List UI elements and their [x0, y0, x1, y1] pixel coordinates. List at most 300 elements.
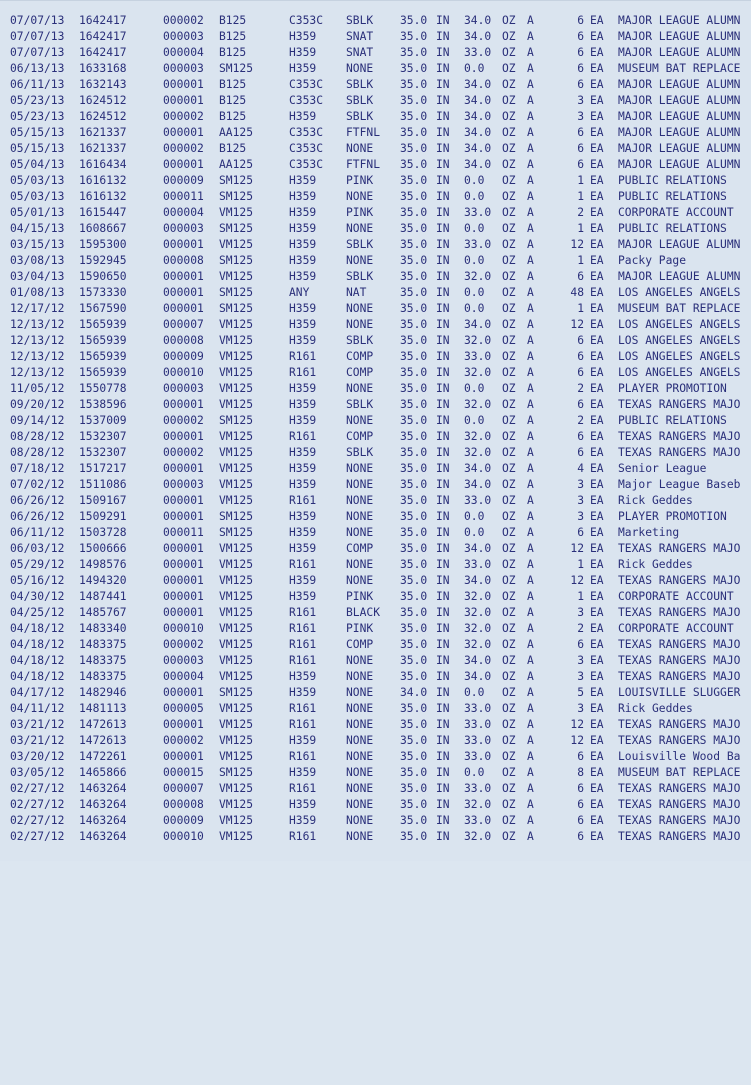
order-date: 09/14/12: [10, 414, 65, 427]
list-item[interactable]: [0, 333, 751, 349]
quantity: 6: [577, 430, 584, 443]
list-item[interactable]: [0, 653, 751, 669]
list-item[interactable]: [0, 493, 751, 509]
unit-of-measure: EA: [590, 46, 604, 59]
order-number: 1517217: [79, 462, 127, 475]
finish-code: SNAT: [346, 30, 374, 43]
type-code: A: [527, 30, 534, 43]
length-unit: IN: [436, 334, 450, 347]
finish-code: PINK: [346, 590, 374, 603]
order-date: 05/15/13: [10, 126, 65, 139]
order-date: 07/07/13: [10, 30, 65, 43]
list-item[interactable]: [0, 829, 751, 845]
finish-code: NONE: [346, 494, 374, 507]
weight-unit: OZ: [502, 30, 516, 43]
unit-of-measure: EA: [590, 158, 604, 171]
finish-code: COMP: [346, 350, 374, 363]
list-item[interactable]: [0, 413, 751, 429]
bat-model: AA125: [219, 158, 254, 171]
line-number: 000004: [163, 670, 204, 683]
order-number: 1509167: [79, 494, 127, 507]
length-unit: IN: [436, 238, 450, 251]
weight-unit: OZ: [502, 798, 516, 811]
order-date: 05/01/13: [10, 206, 65, 219]
order-date: 04/17/12: [10, 686, 65, 699]
length-unit: IN: [436, 430, 450, 443]
line-number: 000003: [163, 382, 204, 395]
type-code: A: [527, 206, 534, 219]
unit-of-measure: EA: [590, 174, 604, 187]
line-number: 000001: [163, 286, 204, 299]
weight-unit: OZ: [502, 782, 516, 795]
quantity: 6: [577, 142, 584, 155]
weight-unit: OZ: [502, 686, 516, 699]
type-code: A: [527, 590, 534, 603]
bat-model: VM125: [219, 446, 254, 459]
finish-code: SBLK: [346, 94, 374, 107]
order-number: 1482946: [79, 686, 127, 699]
weight-value: 33.0: [464, 558, 492, 571]
weight-unit: OZ: [502, 830, 516, 843]
unit-of-measure: EA: [590, 494, 604, 507]
length-value: 35.0: [400, 702, 428, 715]
list-item[interactable]: [0, 589, 751, 605]
weight-value: 32.0: [464, 430, 492, 443]
length-value: 35.0: [400, 126, 428, 139]
customer-name: MAJOR LEAGUE ALUMN: [618, 94, 741, 107]
customer-name: TEXAS RANGERS MAJO: [618, 542, 741, 555]
finish-code: NONE: [346, 654, 374, 667]
wood-code: C353C: [289, 14, 324, 27]
type-code: A: [527, 654, 534, 667]
type-code: A: [527, 670, 534, 683]
list-item[interactable]: [0, 733, 751, 749]
length-unit: IN: [436, 782, 450, 795]
customer-name: Major League Baseb: [618, 478, 741, 491]
order-date: 03/15/13: [10, 238, 65, 251]
order-number: 1481113: [79, 702, 127, 715]
line-number: 000001: [163, 94, 204, 107]
order-number: 1608667: [79, 222, 127, 235]
order-number: 1483375: [79, 670, 127, 683]
bat-model: B125: [219, 110, 247, 123]
weight-unit: OZ: [502, 110, 516, 123]
quantity: 1: [577, 190, 584, 203]
wood-code: R161: [289, 606, 317, 619]
order-number: 1532307: [79, 446, 127, 459]
finish-code: SNAT: [346, 46, 374, 59]
type-code: A: [527, 750, 534, 763]
length-unit: IN: [436, 606, 450, 619]
length-value: 35.0: [400, 734, 428, 747]
line-number: 000008: [163, 798, 204, 811]
weight-value: 0.0: [464, 254, 485, 267]
weight-unit: OZ: [502, 446, 516, 459]
weight-value: 32.0: [464, 830, 492, 843]
type-code: A: [527, 318, 534, 331]
quantity: 6: [577, 158, 584, 171]
list-item[interactable]: [0, 237, 751, 253]
quantity: 6: [577, 526, 584, 539]
list-item[interactable]: [0, 461, 751, 477]
customer-name: MAJOR LEAGUE ALUMN: [618, 14, 741, 27]
length-unit: IN: [436, 206, 450, 219]
quantity: 2: [577, 206, 584, 219]
order-date: 08/28/12: [10, 430, 65, 443]
type-code: A: [527, 350, 534, 363]
bat-model: SM125: [219, 414, 254, 427]
finish-code: NONE: [346, 750, 374, 763]
weight-value: 33.0: [464, 718, 492, 731]
weight-value: 32.0: [464, 398, 492, 411]
weight-unit: OZ: [502, 94, 516, 107]
order-date: 12/13/12: [10, 366, 65, 379]
finish-code: NONE: [346, 718, 374, 731]
bat-model: VM125: [219, 798, 254, 811]
list-item[interactable]: [0, 685, 751, 701]
weight-value: 33.0: [464, 46, 492, 59]
length-value: 35.0: [400, 814, 428, 827]
length-value: 35.0: [400, 62, 428, 75]
order-number: 1498576: [79, 558, 127, 571]
wood-code: C353C: [289, 94, 324, 107]
bat-model: VM125: [219, 590, 254, 603]
unit-of-measure: EA: [590, 270, 604, 283]
line-number: 000001: [163, 558, 204, 571]
quantity: 3: [577, 702, 584, 715]
order-date: 05/03/13: [10, 190, 65, 203]
weight-unit: OZ: [502, 718, 516, 731]
finish-code: NONE: [346, 574, 374, 587]
bat-model: VM125: [219, 750, 254, 763]
bat-model: B125: [219, 30, 247, 43]
list-item[interactable]: [0, 813, 751, 829]
finish-code: NONE: [346, 814, 374, 827]
unit-of-measure: EA: [590, 382, 604, 395]
list-item[interactable]: [0, 429, 751, 445]
weight-unit: OZ: [502, 302, 516, 315]
list-item[interactable]: [0, 541, 751, 557]
bat-model: B125: [219, 46, 247, 59]
quantity: 4: [577, 462, 584, 475]
order-date: 12/13/12: [10, 350, 65, 363]
type-code: A: [527, 798, 534, 811]
customer-name: MUSEUM BAT REPLACE: [618, 62, 741, 75]
customer-name: MAJOR LEAGUE ALUMN: [618, 46, 741, 59]
order-date: 02/27/12: [10, 830, 65, 843]
list-item[interactable]: [0, 45, 751, 61]
wood-code: R161: [289, 622, 317, 635]
customer-name: TEXAS RANGERS MAJO: [618, 654, 741, 667]
customer-name: Rick Geddes: [618, 558, 693, 571]
list-item[interactable]: [0, 765, 751, 781]
line-number: 000003: [163, 478, 204, 491]
weight-unit: OZ: [502, 670, 516, 683]
weight-unit: OZ: [502, 142, 516, 155]
list-item[interactable]: [0, 269, 751, 285]
quantity: 3: [577, 670, 584, 683]
length-unit: IN: [436, 670, 450, 683]
order-number: 1465866: [79, 766, 127, 779]
weight-unit: OZ: [502, 254, 516, 267]
list-item[interactable]: [0, 109, 751, 125]
type-code: A: [527, 142, 534, 155]
quantity: 8: [577, 766, 584, 779]
weight-unit: OZ: [502, 318, 516, 331]
list-item[interactable]: [0, 701, 751, 717]
length-unit: IN: [436, 462, 450, 475]
list-item[interactable]: [0, 205, 751, 221]
quantity: 48: [570, 286, 584, 299]
weight-unit: OZ: [502, 734, 516, 747]
customer-name: CORPORATE ACCOUNT: [618, 206, 734, 219]
type-code: A: [527, 78, 534, 91]
list-item[interactable]: [0, 445, 751, 461]
quantity: 1: [577, 302, 584, 315]
type-code: A: [527, 126, 534, 139]
quantity: 12: [570, 238, 584, 251]
quantity: 12: [570, 718, 584, 731]
unit-of-measure: EA: [590, 750, 604, 763]
type-code: A: [527, 286, 534, 299]
order-date: 09/20/12: [10, 398, 65, 411]
weight-value: 0.0: [464, 382, 485, 395]
weight-unit: OZ: [502, 14, 516, 27]
order-date: 07/18/12: [10, 462, 65, 475]
bat-model: B125: [219, 94, 247, 107]
list-item[interactable]: [0, 317, 751, 333]
weight-value: 34.0: [464, 110, 492, 123]
finish-code: NONE: [346, 558, 374, 571]
length-unit: IN: [436, 46, 450, 59]
weight-value: 34.0: [464, 670, 492, 683]
order-number: 1565939: [79, 350, 127, 363]
order-date: 06/26/12: [10, 510, 65, 523]
unit-of-measure: EA: [590, 622, 604, 635]
length-value: 35.0: [400, 270, 428, 283]
list-item[interactable]: [0, 221, 751, 237]
order-number: 1616434: [79, 158, 127, 171]
finish-code: NONE: [346, 478, 374, 491]
order-date: 05/29/12: [10, 558, 65, 571]
weight-value: 0.0: [464, 766, 485, 779]
finish-code: SBLK: [346, 238, 374, 251]
unit-of-measure: EA: [590, 814, 604, 827]
list-item[interactable]: [0, 605, 751, 621]
list-item[interactable]: [0, 141, 751, 157]
list-item[interactable]: [0, 557, 751, 573]
bat-model: VM125: [219, 654, 254, 667]
order-date: 04/18/12: [10, 622, 65, 635]
weight-value: 34.0: [464, 126, 492, 139]
line-number: 000008: [163, 254, 204, 267]
order-date: 04/18/12: [10, 670, 65, 683]
list-item[interactable]: [0, 781, 751, 797]
list-item[interactable]: [0, 365, 751, 381]
length-unit: IN: [436, 366, 450, 379]
list-item[interactable]: [0, 61, 751, 77]
weight-value: 34.0: [464, 478, 492, 491]
customer-name: PLAYER PROMOTION: [618, 382, 727, 395]
line-number: 000001: [163, 590, 204, 603]
quantity: 6: [577, 750, 584, 763]
order-date: 02/27/12: [10, 782, 65, 795]
bat-model: VM125: [219, 558, 254, 571]
wood-code: R161: [289, 430, 317, 443]
length-value: 35.0: [400, 78, 428, 91]
weight-unit: OZ: [502, 350, 516, 363]
list-item[interactable]: [0, 13, 751, 29]
unit-of-measure: EA: [590, 350, 604, 363]
list-item[interactable]: [0, 797, 751, 813]
list-item[interactable]: [0, 157, 751, 173]
customer-name: MAJOR LEAGUE ALUMN: [618, 158, 741, 171]
list-item[interactable]: [0, 93, 751, 109]
order-date: 07/07/13: [10, 46, 65, 59]
weight-value: 34.0: [464, 94, 492, 107]
list-item[interactable]: [0, 573, 751, 589]
length-unit: IN: [436, 302, 450, 315]
bat-model: SM125: [219, 302, 254, 315]
list-item[interactable]: [0, 381, 751, 397]
order-number: 1642417: [79, 46, 127, 59]
list-item[interactable]: [0, 301, 751, 317]
type-code: A: [527, 366, 534, 379]
customer-name: PUBLIC RELATIONS: [618, 190, 727, 203]
list-item[interactable]: [0, 253, 751, 269]
bat-model: SM125: [219, 686, 254, 699]
length-value: 35.0: [400, 302, 428, 315]
wood-code: R161: [289, 638, 317, 651]
length-value: 35.0: [400, 366, 428, 379]
unit-of-measure: EA: [590, 206, 604, 219]
length-unit: IN: [436, 590, 450, 603]
quantity: 6: [577, 126, 584, 139]
order-number: 1463264: [79, 798, 127, 811]
unit-of-measure: EA: [590, 638, 604, 651]
weight-unit: OZ: [502, 78, 516, 91]
finish-code: FTFNL: [346, 126, 381, 139]
wood-code: H359: [289, 574, 317, 587]
customer-name: Rick Geddes: [618, 494, 693, 507]
list-item[interactable]: [0, 717, 751, 733]
customer-name: LOS ANGELES ANGELS: [618, 334, 741, 347]
unit-of-measure: EA: [590, 574, 604, 587]
list-item[interactable]: [0, 77, 751, 93]
order-number: 1633168: [79, 62, 127, 75]
quantity: 3: [577, 606, 584, 619]
order-date: 05/23/13: [10, 94, 65, 107]
weight-unit: OZ: [502, 622, 516, 635]
order-date: 03/21/12: [10, 734, 65, 747]
weight-value: 33.0: [464, 350, 492, 363]
length-unit: IN: [436, 174, 450, 187]
quantity: 1: [577, 254, 584, 267]
list-item[interactable]: [0, 349, 751, 365]
customer-name: TEXAS RANGERS MAJO: [618, 670, 741, 683]
list-item[interactable]: [0, 669, 751, 685]
list-item[interactable]: [0, 525, 751, 541]
finish-code: NONE: [346, 702, 374, 715]
list-item[interactable]: [0, 29, 751, 45]
customer-name: LOS ANGELES ANGELS: [618, 366, 741, 379]
unit-of-measure: EA: [590, 414, 604, 427]
weight-unit: OZ: [502, 654, 516, 667]
quantity: 3: [577, 94, 584, 107]
order-number: 1509291: [79, 510, 127, 523]
weight-unit: OZ: [502, 174, 516, 187]
wood-code: H359: [289, 30, 317, 43]
weight-unit: OZ: [502, 510, 516, 523]
quantity: 6: [577, 350, 584, 363]
order-number: 1615447: [79, 206, 127, 219]
list-item[interactable]: [0, 749, 751, 765]
list-item[interactable]: [0, 397, 751, 413]
quantity: 1: [577, 222, 584, 235]
weight-unit: OZ: [502, 574, 516, 587]
line-number: 000004: [163, 46, 204, 59]
weight-value: 34.0: [464, 158, 492, 171]
list-item[interactable]: [0, 173, 751, 189]
length-value: 35.0: [400, 590, 428, 603]
wood-code: H359: [289, 590, 317, 603]
weight-value: 0.0: [464, 286, 485, 299]
weight-value: 34.0: [464, 318, 492, 331]
length-value: 35.0: [400, 430, 428, 443]
order-number: 1472613: [79, 734, 127, 747]
order-date: 04/15/13: [10, 222, 65, 235]
weight-unit: OZ: [502, 62, 516, 75]
wood-code: H359: [289, 542, 317, 555]
list-item[interactable]: [0, 637, 751, 653]
type-code: A: [527, 94, 534, 107]
list-item[interactable]: [0, 509, 751, 525]
list-item[interactable]: [0, 477, 751, 493]
customer-name: MAJOR LEAGUE ALUMN: [618, 126, 741, 139]
length-value: 35.0: [400, 782, 428, 795]
line-number: 000005: [163, 702, 204, 715]
quantity: 6: [577, 782, 584, 795]
length-value: 35.0: [400, 334, 428, 347]
order-number: 1472613: [79, 718, 127, 731]
length-unit: IN: [436, 414, 450, 427]
order-number: 1632143: [79, 78, 127, 91]
order-number: 1503728: [79, 526, 127, 539]
order-number: 1483340: [79, 622, 127, 635]
finish-code: NONE: [346, 782, 374, 795]
unit-of-measure: EA: [590, 542, 604, 555]
list-item[interactable]: [0, 285, 751, 301]
list-item[interactable]: [0, 125, 751, 141]
type-code: A: [527, 718, 534, 731]
customer-name: Louisville Wood Ba: [618, 750, 741, 763]
length-unit: IN: [436, 350, 450, 363]
list-item[interactable]: [0, 189, 751, 205]
wood-code: R161: [289, 558, 317, 571]
list-item[interactable]: [0, 621, 751, 637]
quantity: 12: [570, 734, 584, 747]
weight-value: 0.0: [464, 686, 485, 699]
type-code: A: [527, 830, 534, 843]
finish-code: NONE: [346, 222, 374, 235]
finish-code: PINK: [346, 174, 374, 187]
length-value: 35.0: [400, 446, 428, 459]
order-date: 04/11/12: [10, 702, 65, 715]
length-unit: IN: [436, 382, 450, 395]
weight-unit: OZ: [502, 270, 516, 283]
type-code: A: [527, 62, 534, 75]
order-date: 05/16/12: [10, 574, 65, 587]
